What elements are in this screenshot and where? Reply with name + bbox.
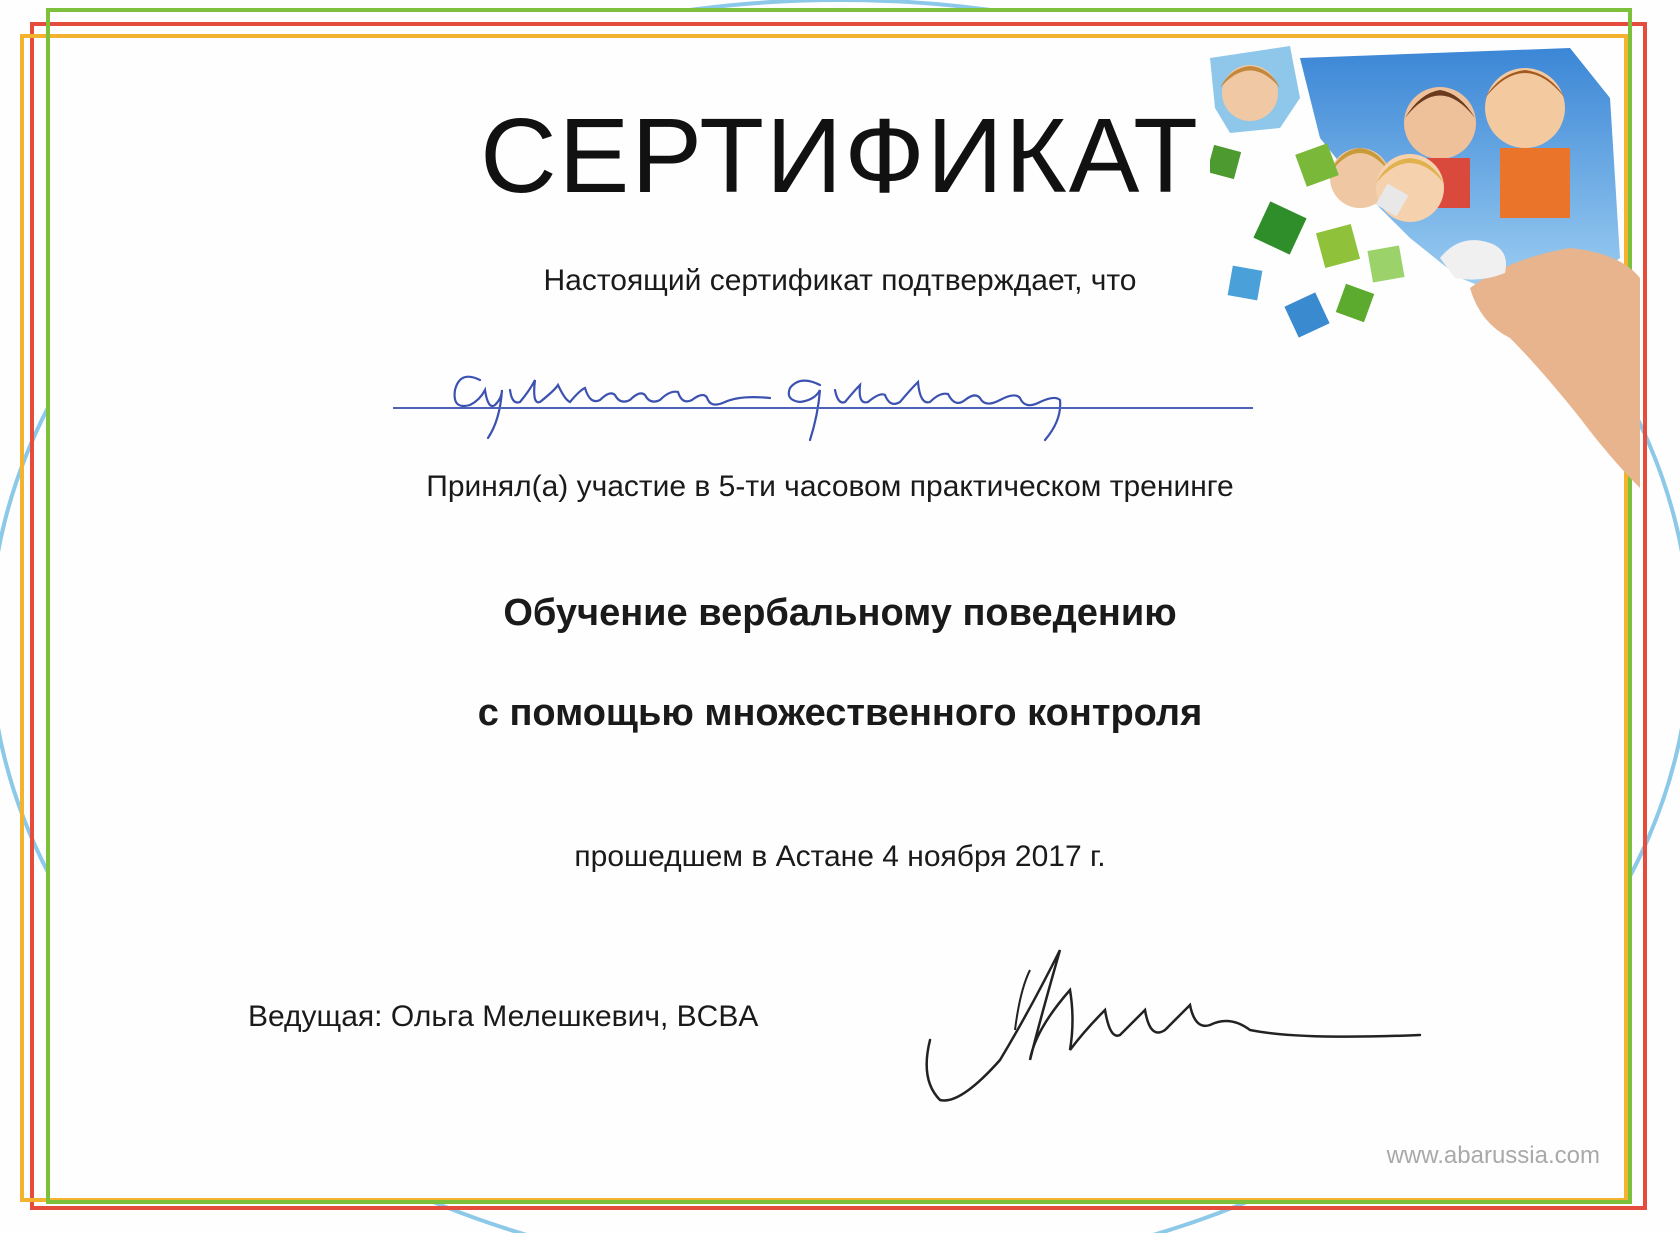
participation-text: Принял(а) участие в 5-ти часовом практическом тренинге	[426, 470, 1234, 503]
course-title-line1: Обучение вербальному поведению	[503, 592, 1177, 634]
recipient-handwritten-name	[440, 350, 1180, 450]
place-date-text: прошедшем в Астане 4 ноября 2017 г.	[574, 840, 1106, 873]
course-title-line2: с помощью множественного контроля	[477, 692, 1203, 734]
certificate-title: СЕРТИФИКАТ	[480, 97, 1200, 215]
puzzle-collage-image	[1210, 38, 1640, 488]
leader-text: Ведущая: Ольга Мелешкевич, BCBA	[248, 1000, 759, 1033]
website-url: www.abarussia.com	[1386, 1142, 1600, 1169]
recipient-underline	[393, 407, 1253, 409]
intro-text: Настоящий сертификат подтверждает, что	[543, 264, 1137, 297]
signature-image	[920, 930, 1440, 1110]
